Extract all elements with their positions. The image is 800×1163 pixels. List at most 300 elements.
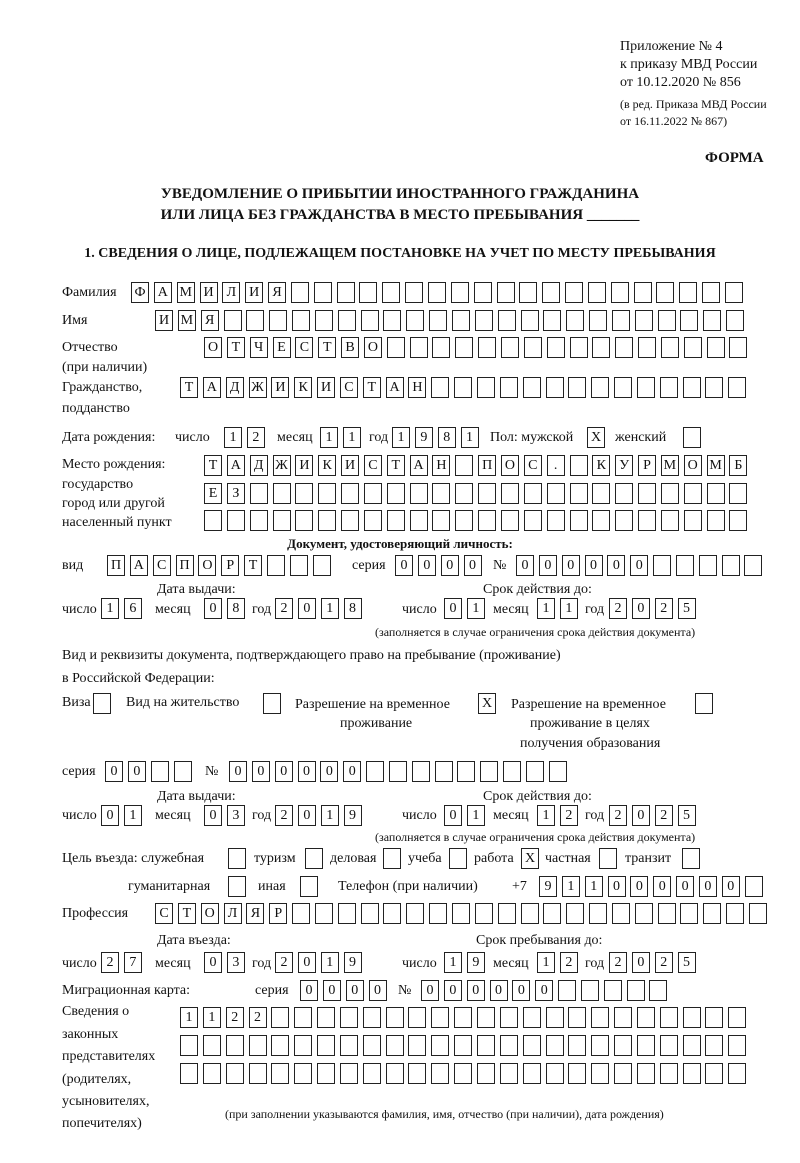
char-box[interactable] [614,1063,632,1084]
char-box[interactable] [591,1063,609,1084]
char-box[interactable] [745,876,763,897]
char-box[interactable]: 0 [585,555,603,576]
char-box[interactable]: 0 [722,876,740,897]
char-box[interactable] [679,282,697,303]
char-box[interactable] [406,903,424,924]
char-box[interactable] [412,761,430,782]
char-box[interactable] [435,761,453,782]
char-box[interactable] [249,1063,267,1084]
char-box[interactable] [428,282,446,303]
char-box[interactable]: 0 [298,761,316,782]
char-box[interactable] [383,848,401,869]
stay-valid-year-field[interactable] [609,805,696,826]
char-box[interactable] [638,483,656,504]
char-box[interactable] [480,761,498,782]
char-box[interactable] [591,1007,609,1028]
purpose-business-checkbox[interactable] [383,848,401,869]
phone-field[interactable] [539,876,763,897]
char-box[interactable] [695,693,713,714]
char-box[interactable]: 1 [124,805,142,826]
char-box[interactable] [269,310,287,331]
char-box[interactable] [300,876,318,897]
char-box[interactable] [656,282,674,303]
char-box[interactable]: X [587,427,605,448]
citizenship-field[interactable] [180,377,746,398]
char-box[interactable] [728,377,746,398]
char-box[interactable]: 0 [444,805,462,826]
char-box[interactable] [683,377,701,398]
char-box[interactable]: 0 [229,761,247,782]
char-box[interactable] [318,483,336,504]
char-box[interactable] [361,310,379,331]
visa-checkbox[interactable] [93,693,111,714]
char-box[interactable] [410,337,428,358]
char-box[interactable]: 0 [630,555,648,576]
char-box[interactable] [649,980,667,1001]
char-box[interactable]: 0 [464,555,482,576]
char-box[interactable] [501,337,519,358]
stay-valid-month-field[interactable] [537,805,578,826]
representatives-row-2[interactable] [180,1035,746,1056]
char-box[interactable] [542,282,560,303]
purpose-private-checkbox[interactable] [599,848,617,869]
char-box[interactable]: И [245,282,263,303]
char-box[interactable]: 0 [607,555,625,576]
char-box[interactable]: 0 [632,598,650,619]
char-box[interactable] [478,337,496,358]
char-box[interactable]: 0 [676,876,694,897]
char-box[interactable]: 0 [444,980,462,1001]
char-box[interactable] [271,1007,289,1028]
char-box[interactable] [637,1007,655,1028]
char-box[interactable] [705,1063,723,1084]
char-box[interactable] [383,903,401,924]
char-box[interactable]: 0 [298,805,316,826]
char-box[interactable] [477,1035,495,1056]
char-box[interactable]: Т [244,555,262,576]
char-box[interactable] [501,483,519,504]
char-box[interactable]: 1 [444,952,462,973]
char-box[interactable] [386,1007,404,1028]
char-box[interactable] [449,848,467,869]
char-box[interactable] [226,1063,244,1084]
char-box[interactable] [429,903,447,924]
char-box[interactable]: Я [201,310,219,331]
char-box[interactable] [295,483,313,504]
char-box[interactable] [705,1007,723,1028]
char-box[interactable] [660,377,678,398]
char-box[interactable]: Т [387,455,405,476]
char-box[interactable] [387,510,405,531]
char-box[interactable] [363,1063,381,1084]
char-box[interactable] [725,282,743,303]
char-box[interactable] [614,377,632,398]
char-box[interactable]: Т [227,337,245,358]
char-box[interactable]: А [410,455,428,476]
char-box[interactable] [228,876,246,897]
char-box[interactable]: Ж [273,455,291,476]
id-series-field[interactable] [395,555,482,576]
char-box[interactable]: А [130,555,148,576]
char-box[interactable] [660,1035,678,1056]
char-box[interactable]: 0 [101,805,119,826]
char-box[interactable] [680,903,698,924]
char-box[interactable] [408,1035,426,1056]
char-box[interactable]: Т [363,377,381,398]
char-box[interactable] [683,1035,701,1056]
char-box[interactable] [547,510,565,531]
char-box[interactable] [501,510,519,531]
char-box[interactable] [271,1063,289,1084]
char-box[interactable]: 8 [227,598,245,619]
char-box[interactable] [524,483,542,504]
representatives-row-3[interactable] [180,1063,746,1084]
char-box[interactable] [682,848,700,869]
char-box[interactable] [615,337,633,358]
char-box[interactable] [294,1035,312,1056]
char-box[interactable]: 0 [346,980,364,1001]
char-box[interactable] [566,310,584,331]
char-box[interactable]: 0 [395,555,413,576]
char-box[interactable] [474,282,492,303]
char-box[interactable] [477,1007,495,1028]
char-box[interactable]: Н [432,455,450,476]
char-box[interactable] [726,310,744,331]
char-box[interactable] [452,903,470,924]
birth-day-field[interactable] [224,427,265,448]
char-box[interactable] [703,903,721,924]
char-box[interactable]: 6 [124,598,142,619]
char-box[interactable] [500,377,518,398]
char-box[interactable]: 0 [490,980,508,1001]
char-box[interactable]: 0 [204,952,222,973]
char-box[interactable] [317,1007,335,1028]
migration-series-field[interactable] [300,980,387,1001]
char-box[interactable] [549,761,567,782]
char-box[interactable] [638,337,656,358]
char-box[interactable]: 9 [467,952,485,973]
char-box[interactable] [589,310,607,331]
char-box[interactable] [546,1007,564,1028]
char-box[interactable]: 8 [344,598,362,619]
stay-number-field[interactable] [229,761,567,782]
char-box[interactable]: 0 [323,980,341,1001]
char-box[interactable] [592,483,610,504]
char-box[interactable]: С [155,903,173,924]
char-box[interactable] [406,310,424,331]
name-field[interactable] [155,310,744,331]
char-box[interactable]: 0 [539,555,557,576]
char-box[interactable] [273,510,291,531]
purpose-study-checkbox[interactable] [449,848,467,869]
char-box[interactable] [408,1007,426,1028]
char-box[interactable] [729,510,747,531]
char-box[interactable] [382,282,400,303]
char-box[interactable]: 1 [321,598,339,619]
char-box[interactable] [503,761,521,782]
char-box[interactable] [614,1007,632,1028]
char-box[interactable] [592,510,610,531]
char-box[interactable] [546,1063,564,1084]
char-box[interactable] [658,310,676,331]
char-box[interactable]: 0 [300,980,318,1001]
char-box[interactable]: 0 [608,876,626,897]
char-box[interactable] [547,483,565,504]
char-box[interactable] [635,310,653,331]
char-box[interactable]: З [227,483,245,504]
stay-issue-day-field[interactable] [101,805,142,826]
char-box[interactable]: X [521,848,539,869]
char-box[interactable]: 1 [101,598,119,619]
char-box[interactable] [432,483,450,504]
char-box[interactable] [570,455,588,476]
stay-issue-month-field[interactable] [204,805,245,826]
char-box[interactable] [454,1007,472,1028]
char-box[interactable] [591,1035,609,1056]
char-box[interactable]: 9 [344,952,362,973]
char-box[interactable]: 0 [252,761,270,782]
char-box[interactable] [521,903,539,924]
char-box[interactable] [637,1035,655,1056]
char-box[interactable]: 0 [128,761,146,782]
char-box[interactable] [568,1007,586,1028]
char-box[interactable]: X [478,693,496,714]
char-box[interactable]: М [707,455,725,476]
char-box[interactable] [661,510,679,531]
char-box[interactable] [477,377,495,398]
char-box[interactable] [478,510,496,531]
char-box[interactable]: 0 [320,761,338,782]
char-box[interactable]: В [341,337,359,358]
char-box[interactable]: О [198,555,216,576]
stay-day-field[interactable] [444,952,485,973]
char-box[interactable] [454,377,472,398]
char-box[interactable] [683,427,701,448]
char-box[interactable]: 2 [655,952,673,973]
char-box[interactable]: Л [222,282,240,303]
char-box[interactable] [591,377,609,398]
char-box[interactable] [680,310,698,331]
char-box[interactable] [568,1063,586,1084]
entry-day-field[interactable] [101,952,142,973]
id-issue-day-field[interactable] [101,598,142,619]
char-box[interactable] [500,1063,518,1084]
char-box[interactable] [627,980,645,1001]
char-box[interactable]: О [684,455,702,476]
char-box[interactable] [749,903,767,924]
char-box[interactable]: М [661,455,679,476]
char-box[interactable] [683,1007,701,1028]
birth-month-field[interactable] [320,427,361,448]
char-box[interactable] [683,1063,701,1084]
char-box[interactable] [317,1063,335,1084]
char-box[interactable]: 0 [418,555,436,576]
char-box[interactable]: 0 [204,805,222,826]
char-box[interactable]: 5 [678,598,696,619]
char-box[interactable] [599,848,617,869]
char-box[interactable] [359,282,377,303]
char-box[interactable] [227,510,245,531]
char-box[interactable]: 2 [249,1007,267,1028]
char-box[interactable]: 0 [516,555,534,576]
char-box[interactable]: 0 [562,555,580,576]
char-box[interactable]: 2 [655,805,673,826]
residence-permit-checkbox[interactable] [263,693,281,714]
char-box[interactable] [634,282,652,303]
char-box[interactable]: 1 [537,805,555,826]
char-box[interactable] [661,483,679,504]
char-box[interactable] [431,1007,449,1028]
char-box[interactable] [295,510,313,531]
char-box[interactable]: Д [250,455,268,476]
char-box[interactable]: Т [318,337,336,358]
char-box[interactable]: 1 [537,598,555,619]
char-box[interactable] [454,1063,472,1084]
char-box[interactable] [497,282,515,303]
char-box[interactable] [676,555,694,576]
char-box[interactable] [604,980,622,1001]
char-box[interactable] [478,483,496,504]
char-box[interactable] [588,282,606,303]
char-box[interactable]: Ж [249,377,267,398]
char-box[interactable] [475,903,493,924]
char-box[interactable] [523,377,541,398]
char-box[interactable]: Т [180,377,198,398]
char-box[interactable] [267,555,285,576]
char-box[interactable] [684,337,702,358]
char-box[interactable] [292,310,310,331]
char-box[interactable] [408,1063,426,1084]
char-box[interactable]: Ч [250,337,268,358]
char-box[interactable] [386,1035,404,1056]
char-box[interactable]: С [524,455,542,476]
char-box[interactable] [661,337,679,358]
char-box[interactable]: Е [273,337,291,358]
char-box[interactable]: 1 [560,598,578,619]
char-box[interactable] [387,337,405,358]
purpose-humanitarian-checkbox[interactable] [228,876,246,897]
char-box[interactable]: С [340,377,358,398]
char-box[interactable] [431,377,449,398]
char-box[interactable] [337,282,355,303]
char-box[interactable]: 1 [180,1007,198,1028]
char-box[interactable] [341,510,359,531]
char-box[interactable] [341,483,359,504]
char-box[interactable]: 1 [321,952,339,973]
char-box[interactable]: П [478,455,496,476]
char-box[interactable] [526,761,544,782]
id-number-field[interactable] [516,555,762,576]
char-box[interactable] [410,510,428,531]
char-box[interactable] [546,1035,564,1056]
char-box[interactable]: Р [221,555,239,576]
char-box[interactable]: 1 [392,427,410,448]
char-box[interactable]: Л [224,903,242,924]
char-box[interactable]: 0 [298,598,316,619]
char-box[interactable] [570,337,588,358]
char-box[interactable] [568,377,586,398]
sex-male-checkbox[interactable] [587,427,605,448]
char-box[interactable]: 9 [415,427,433,448]
char-box[interactable]: А [386,377,404,398]
char-box[interactable] [387,483,405,504]
char-box[interactable] [363,1007,381,1028]
char-box[interactable] [338,903,356,924]
char-box[interactable]: Б [729,455,747,476]
char-box[interactable]: 9 [539,876,557,897]
char-box[interactable]: 2 [275,598,293,619]
char-box[interactable] [226,1035,244,1056]
char-box[interactable]: 1 [585,876,603,897]
char-box[interactable]: 9 [344,805,362,826]
char-box[interactable]: 0 [512,980,530,1001]
char-box[interactable]: 0 [369,980,387,1001]
char-box[interactable] [570,510,588,531]
char-box[interactable]: К [294,377,312,398]
char-box[interactable]: Я [246,903,264,924]
char-box[interactable]: Т [178,903,196,924]
char-box[interactable] [291,282,309,303]
char-box[interactable] [684,483,702,504]
char-box[interactable]: П [107,555,125,576]
patronymic-field[interactable] [204,337,747,358]
char-box[interactable]: 3 [227,952,245,973]
stay-month-field[interactable] [537,952,578,973]
char-box[interactable] [386,1063,404,1084]
char-box[interactable]: 0 [467,980,485,1001]
char-box[interactable] [363,1035,381,1056]
char-box[interactable] [364,483,382,504]
char-box[interactable]: 0 [421,980,439,1001]
purpose-transit-checkbox[interactable] [682,848,700,869]
char-box[interactable]: 7 [124,952,142,973]
char-box[interactable]: 0 [275,761,293,782]
char-box[interactable]: 1 [320,427,338,448]
char-box[interactable] [432,510,450,531]
edu-residence-checkbox[interactable] [695,693,713,714]
char-box[interactable] [338,310,356,331]
char-box[interactable]: Т [204,455,222,476]
representatives-row-1[interactable] [180,1007,746,1028]
char-box[interactable]: 0 [699,876,717,897]
char-box[interactable] [726,903,744,924]
char-box[interactable]: 0 [653,876,671,897]
char-box[interactable] [180,1063,198,1084]
char-box[interactable]: 2 [101,952,119,973]
char-box[interactable] [637,1063,655,1084]
char-box[interactable] [410,483,428,504]
char-box[interactable] [364,510,382,531]
char-box[interactable] [558,980,576,1001]
char-box[interactable] [611,282,629,303]
char-box[interactable]: 5 [678,805,696,826]
char-box[interactable]: 0 [632,952,650,973]
char-box[interactable] [292,903,310,924]
char-box[interactable] [93,693,111,714]
migration-number-field[interactable] [421,980,667,1001]
char-box[interactable] [703,310,721,331]
char-box[interactable]: 0 [105,761,123,782]
temp-residence-checkbox[interactable] [478,693,496,714]
char-box[interactable] [699,555,717,576]
char-box[interactable] [635,903,653,924]
char-box[interactable] [612,903,630,924]
char-box[interactable]: Р [638,455,656,476]
char-box[interactable] [429,310,447,331]
char-box[interactable]: И [200,282,218,303]
char-box[interactable] [451,282,469,303]
char-box[interactable]: 1 [343,427,361,448]
